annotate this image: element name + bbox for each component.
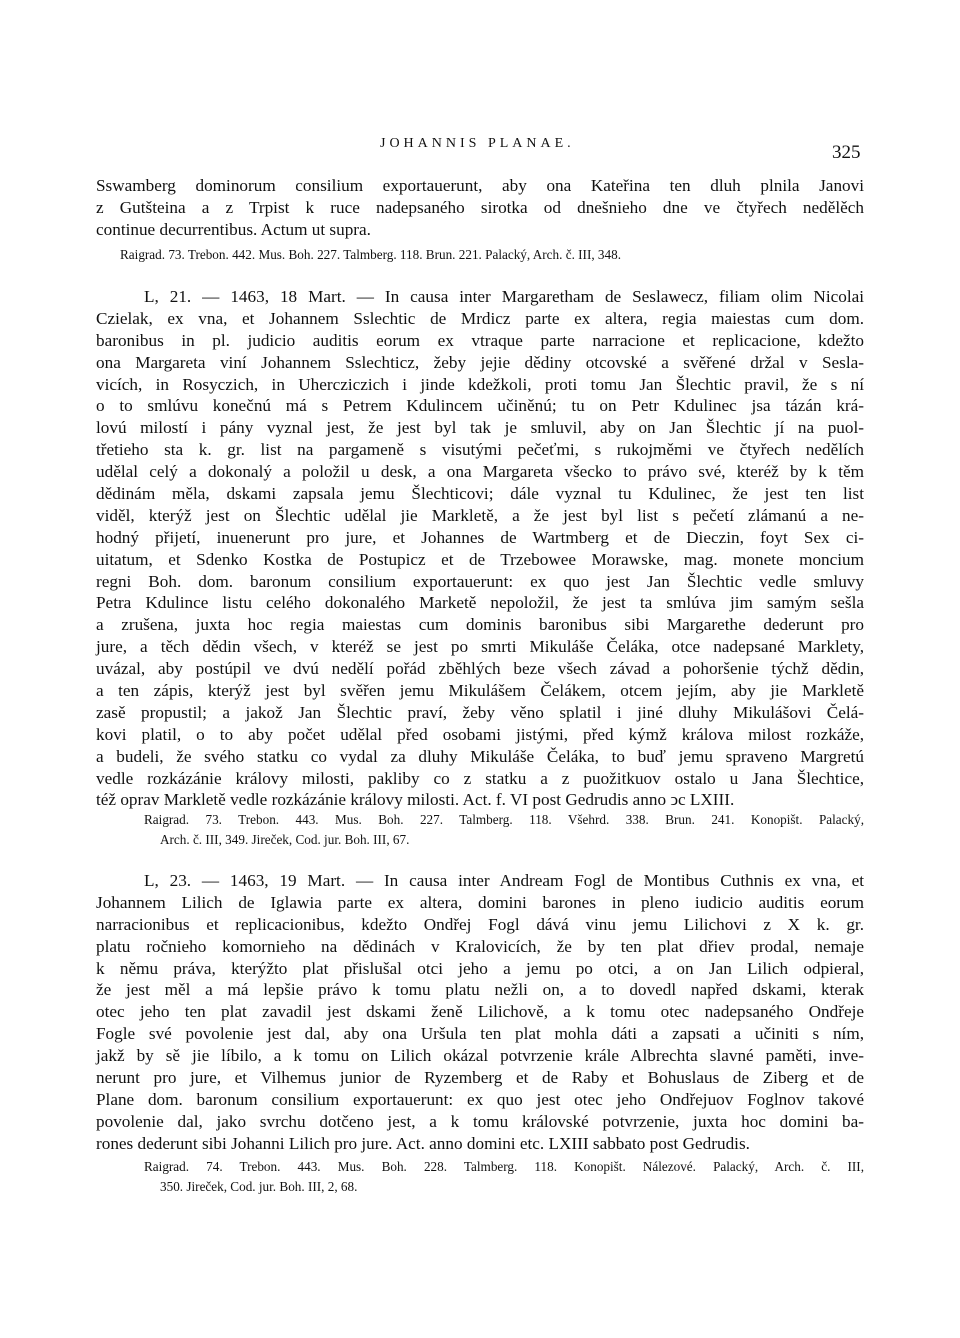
entry-l23 [96,870,864,1155]
text-line: dědinám měla, dskami zapsala jemu Šlechticovi; dále vyznal tu Kdulinec, že jest ten list [96,484,864,504]
text-line: rones dederunt sibi Johanni Lilich pro jure. Act. anno domini etc. LXIII sabbato post Gedrudis. [96,1133,750,1153]
entry-heading-line: L, 23. — 1463, 19 Mart. — In causa inter Andream Fogl de Montibus Cuthnis ex vna, et [144,871,864,890]
text-line: z Gutšteina a z Trpist k ruce nadepsaného sirotka od dnešnieho dne ve čtyřech nedělěch [96,197,864,217]
text-line: regni Boh. dom. baronum consilium exportauerunt: ex quo jest Jan Šlechtic vedle smluvy [96,571,864,591]
entry-l21 [96,286,864,811]
text-line: uvázal, aby postúpil ve dvú nedělí pořád zběhlých beze všech závad a pohoršenie týchž dědin, [96,659,864,679]
text-line: Czielak, ex vna, et Johannem Sslechtic de Mrdicz parte ex altera, regia maiestas cum dom. [96,308,864,328]
reference-note [96,245,864,265]
page-number: 325 [832,142,861,163]
paragraph-continuation [96,175,864,241]
text-line: lovú milostí i pány vyznal jest, že jest byl tak je smluvil, aby on Jan Šlechtic jí na puol- [96,418,864,438]
reference-note [96,1157,864,1197]
text-line: Sswamberg dominorum consilium exportauerunt, aby ona Kateřina ten dluh plnila Janovi [96,176,864,195]
text-line: Plane dom. baronum consilium exportauerunt: ex quo jest otec jeho Ondřejuov Foglnov takové [96,1089,864,1109]
text-line: kovi platil, o to aby počet udělal před osobami jistými, před kýmž králova milost rozkáže, [96,724,864,744]
text-line: vicích, in Rosyczich, in Uhercziczich i jinde kdežkoli, proti tomu Jan Šlechtic pravil, že s ní [96,374,864,394]
text-line: baronibus in pl. judicio auditis eorum ex vtraque parte narracione et replicacione, kdežto [96,330,864,350]
text-line: o to smlúvu konečnú má s Petrem Kdulincem učiněnú; tu on Petr Kdulinec jsa tázán krá- [96,396,864,416]
text-line: udělal celý a dokonalý a položil u desk, a ona Margareta všecko to právo své, kteréž by k těm [96,462,864,482]
reference-line: Raigrad. 74. Trebon. 443. Mus. Boh. 228. Talmberg. 118. Konopišt. Nálezové. Palacký, Arch. č. III, [144,1159,864,1174]
text-line: viděl, kterýž jest on Šlechtic udělal jie Markletě, a že jest byl list s pečetí zlámanú a ne- [96,505,864,525]
reference-line: Raigrad. 73. Trebon. 442. Mus. Boh. 227. Talmberg. 118. Brun. 221. Palacký, Arch. č. III, 348. [120,247,622,262]
text-line: povolenie dal, jako svrchu dotčeno jest, a k tomu královské potvrzenie, juxta hoc domini ba- [96,1111,864,1131]
text-line: nerunt pro jure, et Vilhemus junior de Ryzemberg et de Raby et Bohuslaus de Ziberg et de [96,1068,864,1088]
text-line: continue decurrentibus. Actum ut supra. [96,219,371,239]
text-line: otec jeho ten plat zavadil jest dskami ženě Lilichově, a k tomu otec nadepsaného Ondřeje [96,1002,864,1022]
text-line: Johannem Lilich de Iglawia parte ex altera, domini barones in pleno iudicio auditis eorum [96,892,864,912]
text-line: že jest měl a má lepšie právo k tomu platu nežli on, a to dovedl napřed dskami, kterak [96,980,864,1000]
text-line: narracionibus et replicacionibus, kdežto Ondřej Fogl dává vinu jemu Lilichovi z X k. gr. [96,914,864,934]
entry-heading-line: L, 21. — 1463, 18 Mart. — In causa inter Margaretham de Seslawecz, filiam olim Nicolai [144,287,864,306]
reference-line: Raigrad. 73. Trebon. 443. Mus. Boh. 227. Talmberg. 118. Všehrd. 338. Brun. 241. Konopišt. Palacký, [144,812,864,827]
text-line: jure, a těch dědin všech, v kteréž se jest po smrti Mikuláše Čeláka, otce nadepsané Marklety, [96,637,864,657]
text-line: Petra Kdulince listu celého dokonalého Marketě nepoložil, že jest ta smlúva jim samým sešla [96,593,864,613]
text-line: a zrušena, juxta hoc regia maiestas cum dominis baronibus sibi Margarethe dederunt pro [96,615,864,635]
text-line: třetieho sta k. gr. list na pargameně s visutými pečeťmi, s rukojměmi ve čtyřech nedělích [96,440,864,460]
running-title: JOHANNIS PLANAE. [380,136,575,151]
text-line: jakž by sě jie líbilo, a k tomu on Lilich okázal potvrzenie krále Albrechta slavné paměti, inve- [96,1046,864,1066]
text-line: vedle rozkázánie královy milosti, pakliby co z statku a z puožitkuov ostalo u Jana Šlechtice, [96,768,864,788]
text-line: uitatum, et Sdenko Kostka de Postupicz et de Trzebowee Morawske, mag. monete moncium [96,549,864,569]
text-line: a budeli, že svého statku co vydal za dluhy Mikuláše Čeláka, to buď jemu spraveno Margretú [96,746,864,766]
reference-note [96,810,864,850]
reference-line: Arch. č. III, 349. Jireček, Cod. jur. Boh. III, 67. [160,832,410,847]
text-line: k němu práva, kterýžto plat přislušal otci jeho a jemu po otci, a on Jan Lilich odpieral, [96,958,864,978]
text-line: a ten zápis, kterýž jest byl svěřen jemu Mikulášem Čelákem, otcem jejím, aby jie Markletě [96,681,864,701]
page-header [0,136,960,163]
text-line: ona Margareta viní Johannem Sslechticz, žeby jejie dědiny otcovské a svěřené držal v Sesla- [96,352,864,372]
text-line: hodný přijetí, inuenerunt pro jure, et Johannes de Wartmberg et de Dieczin, foyt Sex ci- [96,527,864,547]
text-line: platu ročnieho komornieho na dědinách v Kralovicích, že by ten plat dřiev prodal, nemaje [96,936,864,956]
text-line: též oprav Markletě vedle rozkázánie královy milosti. Act. f. VI post Gedrudis anno ͻc LXIII. [96,790,735,810]
text-line: Fogle své povolenie jest dal, aby ona Uršula ten plat mohla dáti a zapsati a učiniti s ním, [96,1024,864,1044]
reference-line: 350. Jireček, Cod. jur. Boh. III, 2, 68. [160,1179,358,1194]
text-line: zasě propustil; a jakož Jan Šlechtic praví, žeby věno splatil i jiné dluhy Mikulášovi Čelá- [96,702,864,722]
